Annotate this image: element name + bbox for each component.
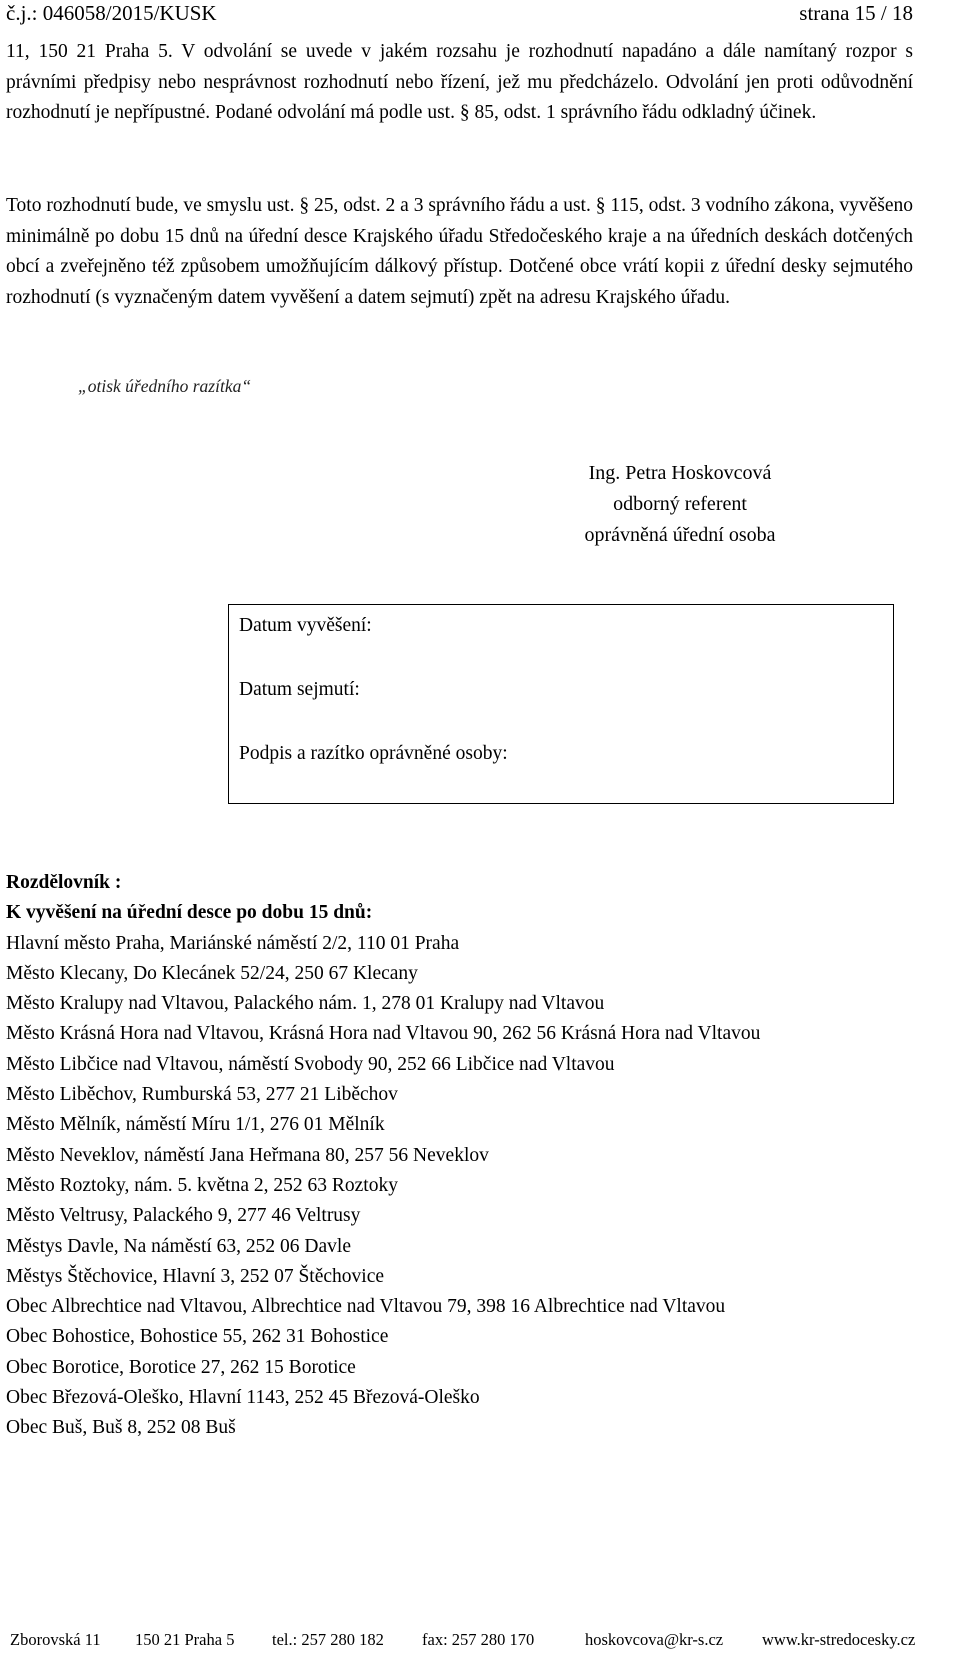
footer-city: 150 21 Praha 5 (135, 1630, 235, 1649)
list-item: Město Veltrusy, Palackého 9, 277 46 Veltrusy (6, 1205, 361, 1227)
footer-email: hoskovcova@kr-s.cz (585, 1630, 724, 1649)
footer-phone: tel.: 257 280 182 (272, 1630, 384, 1649)
list-item: Město Neveklov, náměstí Jana Heřmana 80, 257 56 Neveklov (6, 1144, 489, 1166)
posted-date-label: Datum vyvěšení: (239, 615, 372, 636)
distribution-subtitle: K vyvěšení na úřední desce po dobu 15 dnů: (6, 902, 373, 924)
posting-record-box (228, 604, 894, 804)
list-item: Městys Davle, Na náměstí 63, 252 06 Davle (6, 1235, 351, 1257)
list-item: Město Mělník, náměstí Míru 1/1, 276 01 Mělník (6, 1114, 385, 1136)
stamp-placeholder: „otisk úředního razítka“ (78, 376, 252, 396)
list-item: Obec Borotice, Borotice 27, 262 15 Borotice (6, 1356, 356, 1378)
reference-number: č.j.: 046058/2015/KUSK (6, 1, 217, 25)
signatory-name: Ing. Petra Hoskovcová (588, 462, 772, 484)
removed-date-label: Datum sejmutí: (239, 679, 360, 700)
list-item: Obec Buš, Buš 8, 252 08 Buš (6, 1417, 236, 1439)
footer-website: www.kr-stredocesky.cz (762, 1630, 916, 1649)
signatory-authority: oprávněná úřední osoba (584, 524, 776, 546)
footer-fax: fax: 257 280 170 (422, 1630, 535, 1649)
signature-block (560, 458, 800, 551)
footer-street: Zborovská 11 (10, 1630, 101, 1649)
signatory-role: odborný referent (613, 493, 747, 515)
list-item: Město Liběchov, Rumburská 53, 277 21 Liběchov (6, 1084, 398, 1106)
signature-stamp-label: Podpis a razítko oprávněné osoby: (239, 743, 508, 764)
list-item: Město Roztoky, nám. 5. května 2, 252 63 Roztoky (6, 1174, 398, 1196)
list-item: Obec Březová-Oleško, Hlavní 1143, 252 45 Březová-Oleško (6, 1387, 480, 1409)
list-item: Obec Bohostice, Bohostice 55, 262 31 Bohostice (6, 1326, 389, 1348)
list-item: Město Kralupy nad Vltavou, Palackého nám. 1, 278 01 Kralupy nad Vltavou (6, 993, 605, 1015)
page-number: strana 15 / 18 (799, 1, 913, 25)
list-item: Město Krásná Hora nad Vltavou, Krásná Hora nad Vltavou 90, 262 56 Krásná Hora nad Vltavou (6, 1023, 761, 1045)
publication-paragraph: Toto rozhodnutí bude, ve smyslu ust. § 25, odst. 2 a 3 správního řádu a ust. § 115, odst. 3 vodního zákona, vyvěšeno minimálně po dobu 15 dnů na úřední desce Krajského úřadu Středočeského kraje a na úředních deskách dotčených obcí a zveřejněno též způsobem umožňujícím dálkový přístup. Dotčené obce vrátí kopii z úřední desky sejmutého rozhodnutí (s vyznačeným datem vyvěšení a datem sejmutí) zpět na adresu Krajského úřadu. (6, 195, 913, 308)
list-item: Obec Albrechtice nad Vltavou, Albrechtice nad Vltavou 79, 398 16 Albrechtice nad Vltavou (6, 1296, 726, 1318)
distribution-list (6, 868, 936, 1444)
appeal-paragraph: 11, 150 21 Praha 5. V odvolání se uvede v jakém rozsahu je rozhodnutí napadáno a dále namítaný rozpor s právními předpisy nebo nesprávnost rozhodnutí nebo řízení, jež mu předcházelo. Odvolání jen proti odůvodnění rozhodnutí je nepřípustné. Podané odvolání má podle ust. § 85, odst. 1 správního řádu odkladný účinek. (6, 41, 913, 124)
list-item: Město Klecany, Do Klecánek 52/24, 250 67 Klecany (6, 962, 418, 984)
list-item: Město Libčice nad Vltavou, náměstí Svobody 90, 252 66 Libčice nad Vltavou (6, 1053, 615, 1075)
page-header (6, 0, 913, 30)
list-item: Hlavní město Praha, Mariánské náměstí 2/2, 110 01 Praha (6, 932, 460, 954)
list-item: Městys Štěchovice, Hlavní 3, 252 07 Štěchovice (6, 1265, 385, 1287)
distribution-title: Rozdělovník : (6, 872, 122, 893)
